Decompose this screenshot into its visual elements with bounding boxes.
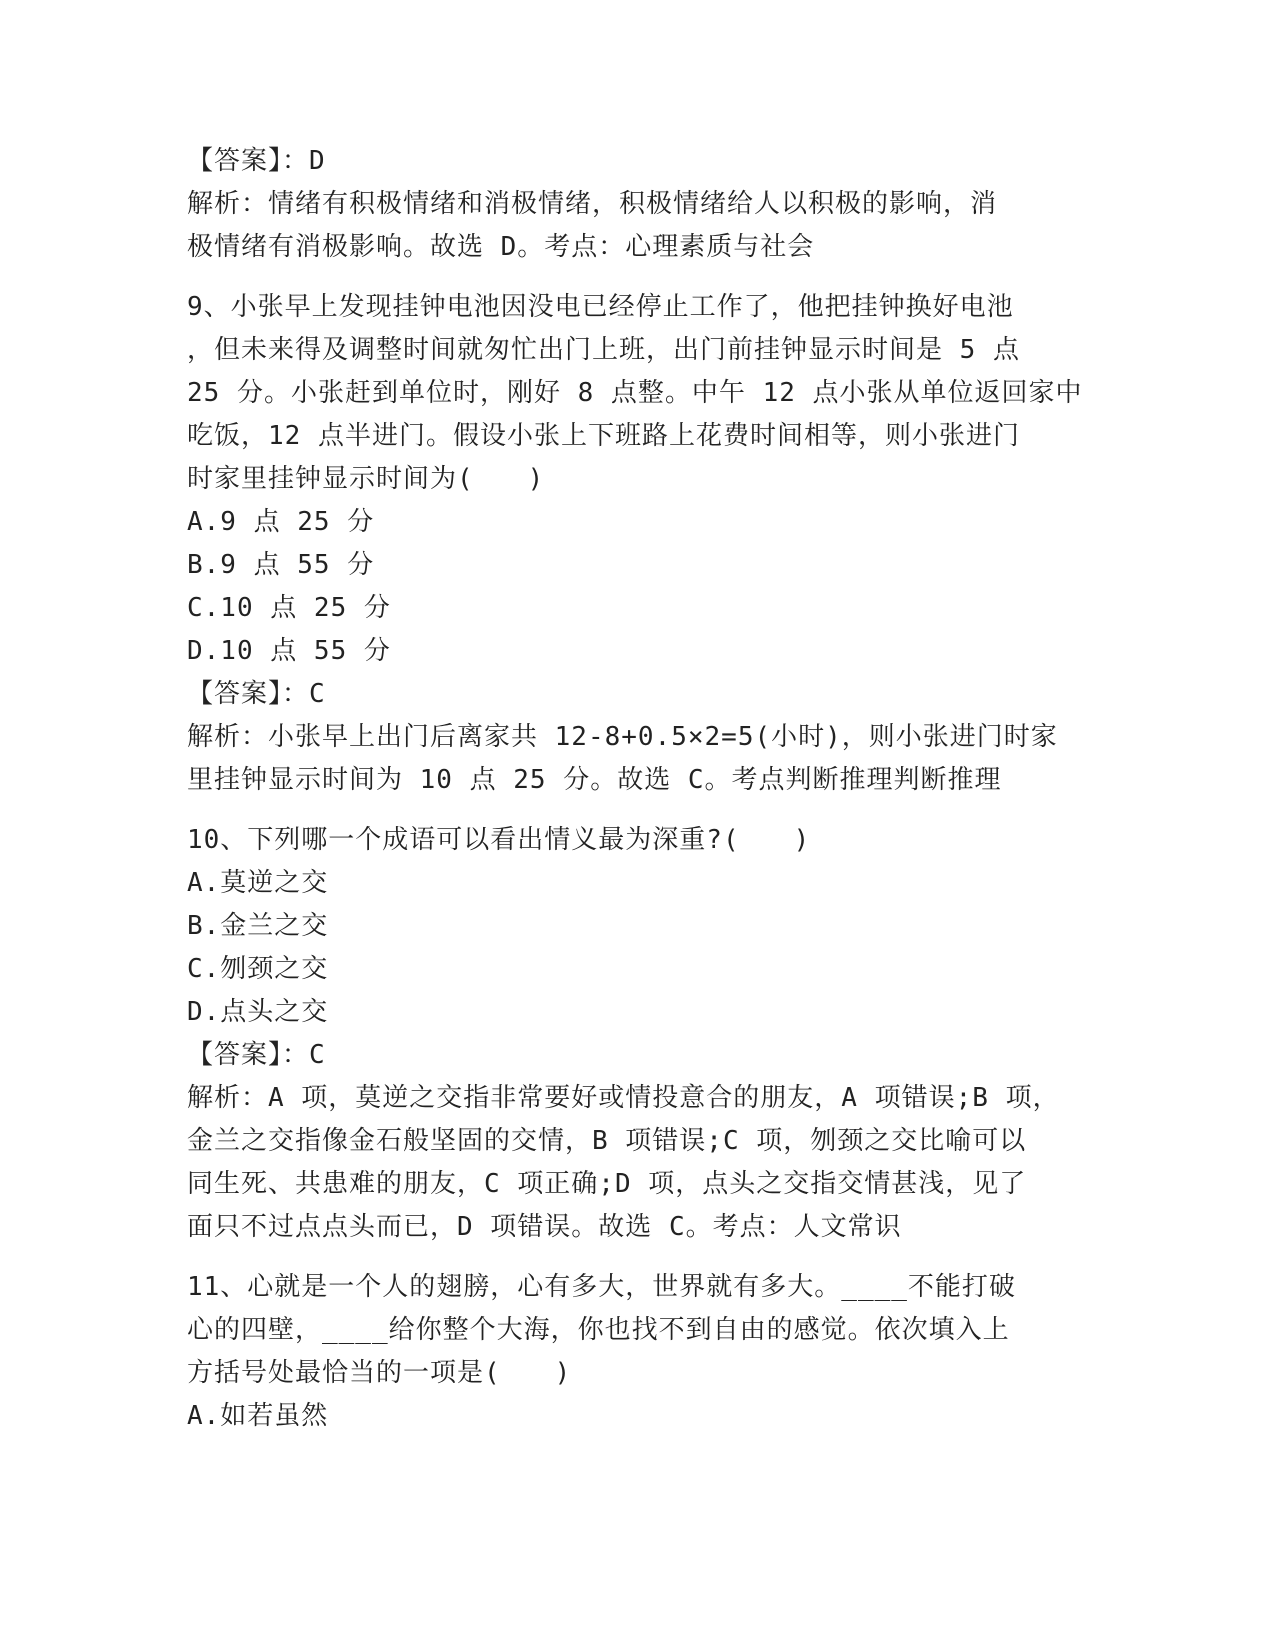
q9-option-a: A.9 点 25 分 xyxy=(187,507,375,537)
q11-option-a: A.如若虽然 xyxy=(187,1401,329,1431)
q9-option-b: B.9 点 55 分 xyxy=(187,550,375,580)
q9-question-line: 9、小张早上发现挂钟电池因没电已经停止工作了，他把挂钟换好电池 xyxy=(187,292,1014,322)
q8-answer: 【答案】：D xyxy=(187,146,326,176)
q11-question-line: 11、心就是一个人的翅膀，心有多大，世界就有多大。____不能打破 xyxy=(187,1272,1016,1302)
q10-option-a: A.莫逆之交 xyxy=(187,868,329,898)
document-page xyxy=(187,140,1082,1438)
q9-question-line: 时家里挂钟显示时间为( ) xyxy=(187,464,545,494)
q10-analysis-line: 同生死、共患难的朋友，C 项正确;D 项，点头之交指交情甚浅，见了 xyxy=(187,1169,1027,1199)
q10-option-d: D.点头之交 xyxy=(187,997,329,1027)
q10-analysis-line: 面只不过点点头而已，D 项错误。故选 C。考点：人文常识 xyxy=(187,1212,902,1242)
q9-option-d: D.10 点 55 分 xyxy=(187,636,391,666)
q10-analysis-line: 金兰之交指像金石般坚固的交情，B 项错误;C 项，刎颈之交比喻可以 xyxy=(187,1126,1027,1156)
q10-question-line: 10、下列哪一个成语可以看出情义最为深重?( ) xyxy=(187,825,811,855)
q9-question-line: 吃饭，12 点半进门。假设小张上下班路上花费时间相等，则小张进门 xyxy=(187,421,1020,451)
q9-question-line: ，但未来得及调整时间就匆忙出门上班，出门前挂钟显示时间是 5 点 xyxy=(187,335,1020,365)
q10-answer: 【答案】：C xyxy=(187,1040,326,1070)
q10-analysis-line: 解析：A 项，莫逆之交指非常要好或情投意合的朋友，A 项错误;B 项， xyxy=(187,1083,1060,1113)
q10-option-c: C.刎颈之交 xyxy=(187,954,329,984)
q11-question-line: 方括号处最恰当的一项是( ) xyxy=(187,1358,572,1388)
q8-analysis-line: 极情绪有消极影响。故选 D。考点：心理素质与社会 xyxy=(187,232,815,262)
q9-question-line: 25 分。小张赶到单位时，刚好 8 点整。中午 12 点小张从单位返回家中 xyxy=(187,378,1083,408)
q9-option-c: C.10 点 25 分 xyxy=(187,593,391,623)
q10-option-b: B.金兰之交 xyxy=(187,911,329,941)
q8-analysis-line: 解析：情绪有积极情绪和消极情绪，积极情绪给人以积极的影响，消 xyxy=(187,189,998,219)
q9-analysis-line: 里挂钟显示时间为 10 点 25 分。故选 C。考点判断推理判断推理 xyxy=(187,765,1002,795)
q9-answer: 【答案】：C xyxy=(187,679,326,709)
q11-question-line: 心的四壁，____给你整个大海，你也找不到自由的感觉。依次填入上 xyxy=(187,1315,1010,1345)
q9-analysis-line: 解析：小张早上出门后离家共 12-8+0.5×2=5(小时)，则小张进门时家 xyxy=(187,722,1058,752)
